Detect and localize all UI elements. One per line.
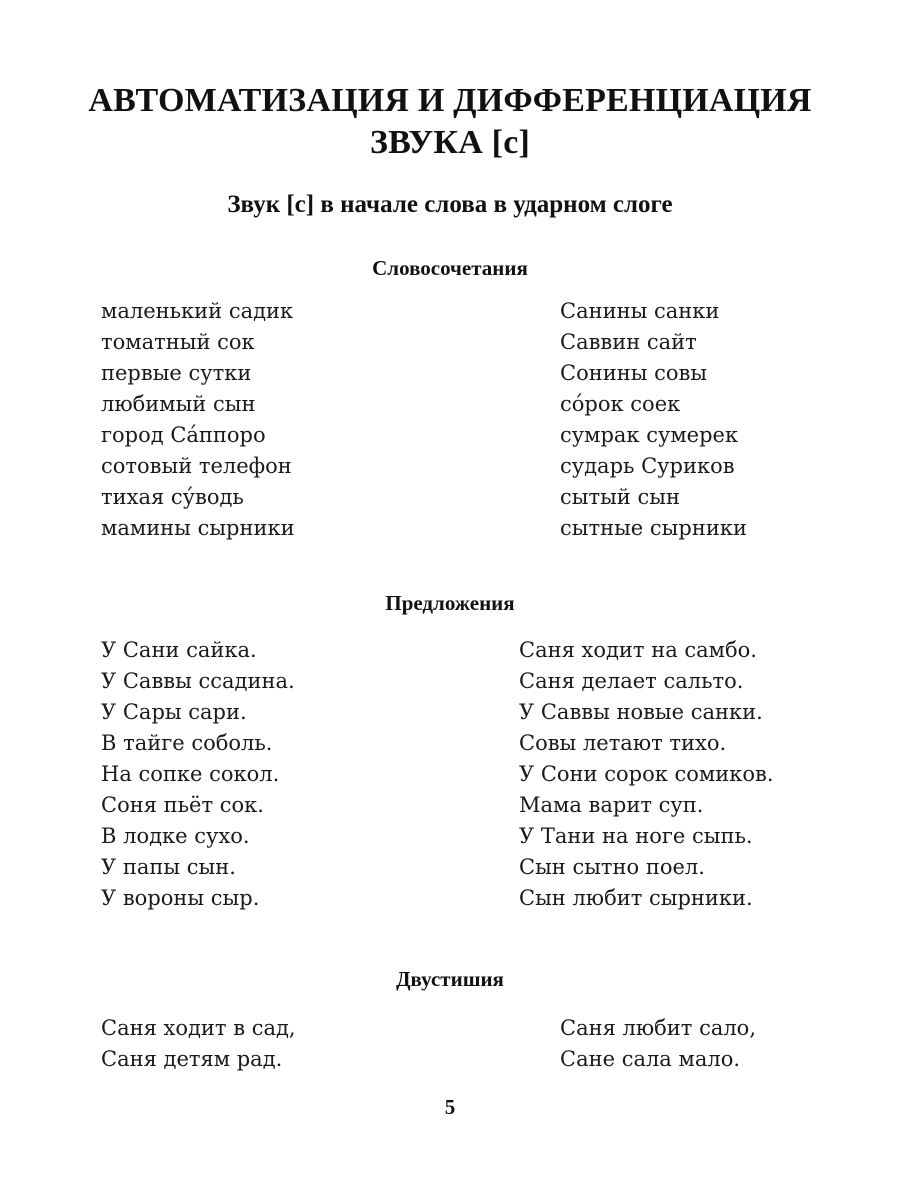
couplet-line: Саня детям рад. [101, 1047, 283, 1071]
page-title-line-1: АВТОМАТИЗАЦИЯ И ДИФФЕРЕНЦИАЦИЯ [88, 82, 812, 119]
couplet-left [101, 1013, 296, 1075]
list-item: У папы сын. [101, 855, 236, 879]
list-item: сударь Суриков [560, 454, 735, 478]
sentences-left-column [101, 635, 295, 914]
list-item: У Сары сари. [101, 700, 247, 724]
list-item: Сонины совы [560, 361, 708, 385]
list-item: У Сани сайка. [101, 638, 257, 662]
list-item: У вороны сыр. [101, 886, 260, 910]
list-item: У Саввы ссадина. [101, 669, 295, 693]
list-item: маленький садик [101, 299, 294, 323]
page-subtitle: Звук [с] в начале слова в ударном слоге [227, 191, 673, 218]
list-item: тихая су́водь [101, 485, 244, 509]
list-item: сотовый телефон [101, 454, 292, 478]
list-item: сумрак сумерек [560, 423, 739, 447]
list-item: У Саввы новые санки. [519, 700, 763, 724]
couplet-line: Саня любит сало, [560, 1016, 757, 1040]
list-item: сытый сын [560, 485, 680, 509]
list-item: первые сутки [101, 361, 252, 385]
list-item: Совы летают тихо. [519, 731, 727, 755]
list-item: любимый сын [101, 392, 256, 416]
list-item: Сын сытно поел. [519, 855, 705, 879]
list-item: со́рок соек [560, 392, 681, 416]
phrases-left-column [101, 296, 295, 544]
list-item: Саня делает сальто. [519, 669, 744, 693]
list-item: Санины санки [560, 299, 720, 323]
section-heading-sentences: Предложения [385, 591, 515, 615]
section-heading-couplets: Двустишия [396, 967, 504, 991]
page-number: 5 [444, 1095, 456, 1119]
section-heading-phrases: Словосочетания [372, 256, 528, 280]
list-item: сытные сырники [560, 516, 747, 540]
list-item: мамины сырники [101, 516, 295, 540]
list-item: Сын любит сырники. [519, 886, 753, 910]
couplet-line: Сане сала мало. [560, 1047, 741, 1071]
phrases-right-column [560, 296, 747, 544]
list-item: томатный сок [101, 330, 255, 354]
couplet-line: Саня ходит в сад, [101, 1016, 296, 1040]
list-item: Саня ходит на самбо. [519, 638, 757, 662]
list-item: В лодке сухо. [101, 824, 250, 848]
page-title-line-2: ЗВУКА [с] [369, 124, 531, 161]
couplet-right [560, 1013, 756, 1075]
list-item: У Тани на ноге сыпь. [519, 824, 753, 848]
list-item: Саввин сайт [560, 330, 697, 354]
list-item: город Са́ппоро [101, 423, 266, 447]
list-item: Соня пьёт сок. [101, 793, 264, 817]
list-item: У Сони сорок сомиков. [519, 762, 774, 786]
sentences-right-column [519, 635, 774, 914]
list-item: На сопке сокол. [101, 762, 280, 786]
list-item: Мама варит суп. [519, 793, 704, 817]
list-item: В тайге соболь. [101, 731, 273, 755]
